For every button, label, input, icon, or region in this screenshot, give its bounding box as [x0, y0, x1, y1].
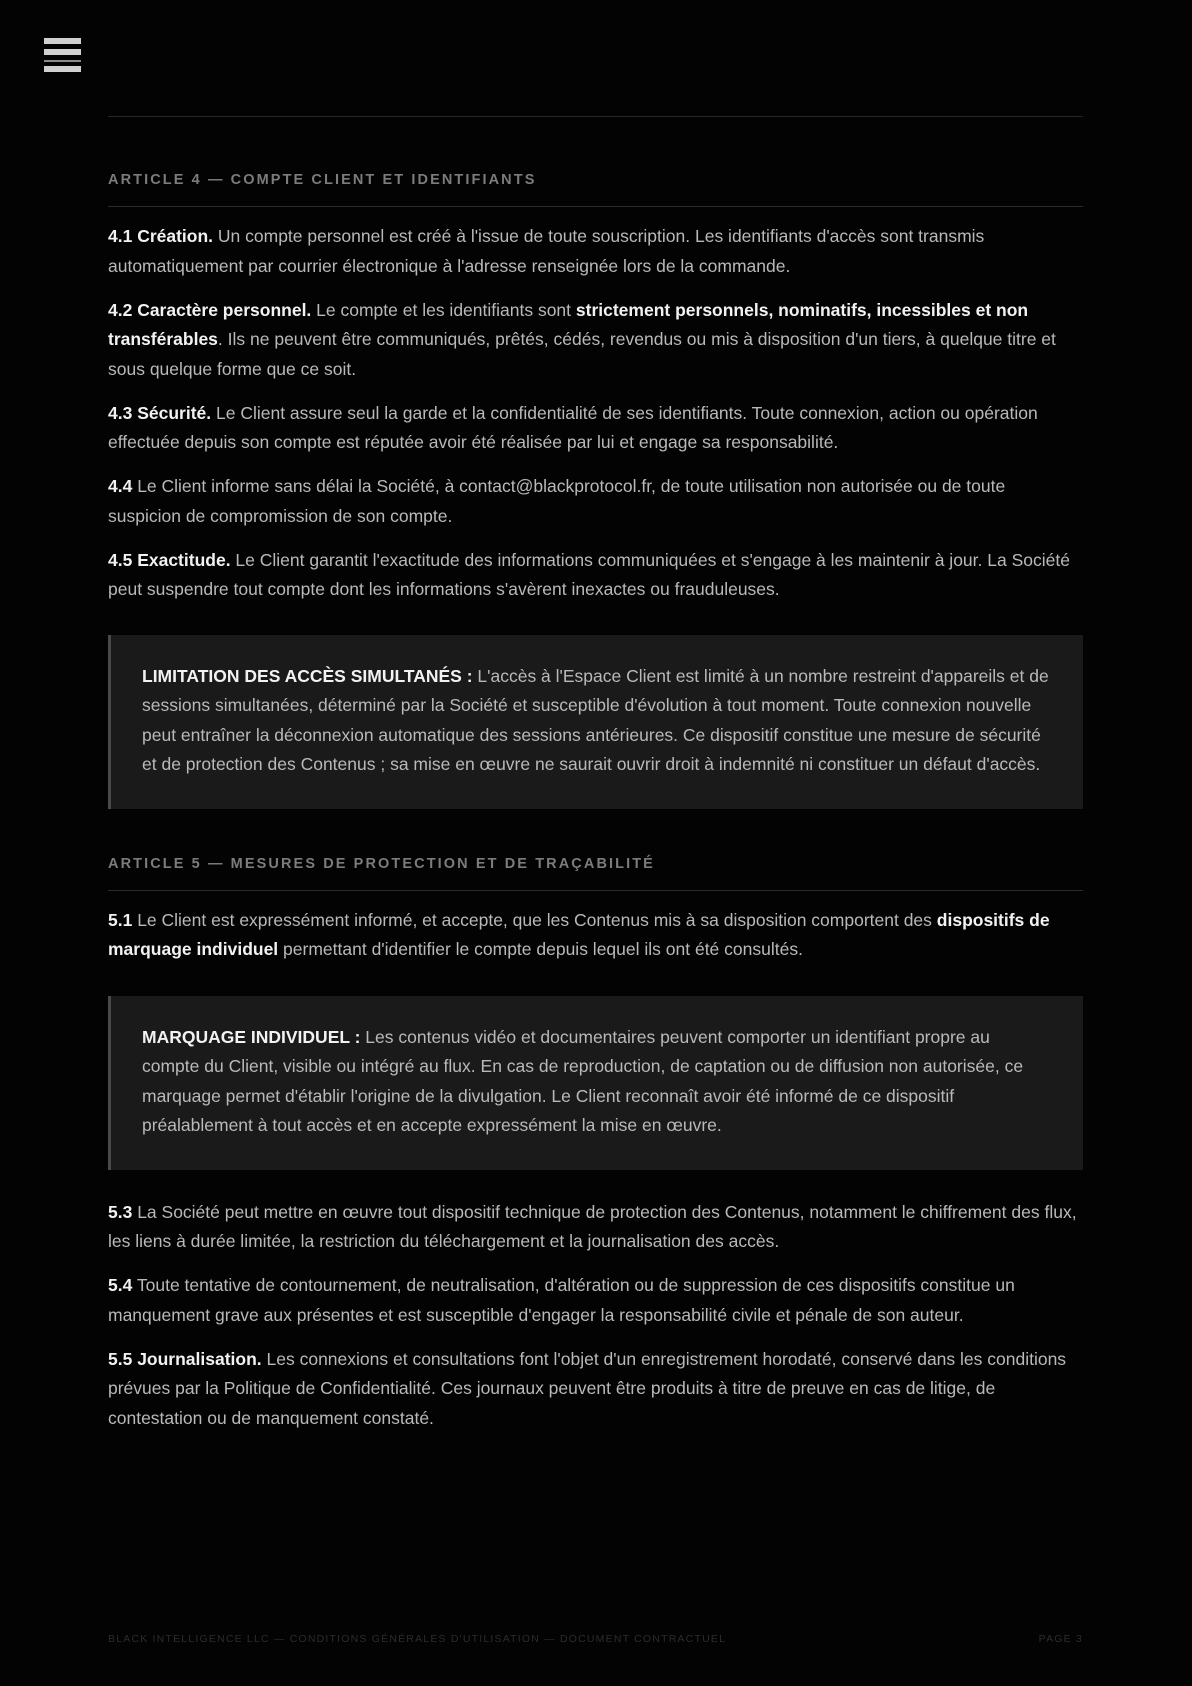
clause-5-3 — [108, 1198, 1083, 1257]
notice-individual-marking — [108, 996, 1083, 1170]
clause-text: permettant d'identifier le compte depuis lequel ils ont été consultés. — [278, 939, 803, 959]
menu-bar — [44, 66, 81, 72]
divider — [108, 116, 1083, 117]
menu-bar — [44, 60, 81, 62]
clause-text: Toute tentative de contournement, de neutralisation, d'altération ou de suppression de ces dispositifs constitue un manquement grave aux présentes et est susceptible d'engager la responsabilité civile et pénale de son auteur. — [108, 1275, 1015, 1325]
clause-emphasis: dispositifs de marquage individuel — [108, 909, 1050, 959]
clause-number: 5.1 — [108, 909, 133, 930]
clause-4-2 — [108, 296, 1083, 385]
clause-text: Le Client garantit l'exactitude des informations communiquées et s'engage à les maintenir à jour. La Société peut suspendre tout compte dont les informations s'avèrent inexactes ou frauduleuses. — [108, 549, 1070, 599]
clause-text: Le Client informe sans délai la Société, à contact@blackprotocol.fr, de toute utilisation non autorisée ou de toute suspicion de compromission de son compte. — [108, 476, 1006, 526]
clause-number: 5.5 Journalisation. — [108, 1348, 262, 1369]
notice-simultaneous-access — [108, 635, 1083, 809]
clause-text: Le compte et les identifiants sont — [311, 299, 576, 320]
menu-bar — [44, 38, 81, 44]
clause-number: 4.2 Caractère personnel. — [108, 299, 312, 320]
clause-number: 5.4 — [108, 1275, 133, 1295]
footer-title: BLACK INTELLIGENCE LLC — CONDITIONS GÉNÉRALES D'UTILISATION — DOCUMENT CONTRACTUEL — [108, 1633, 727, 1645]
clause-text: Le Client est expressément informé, et accepte, que les Contenus mis à sa disposition comportent des — [132, 909, 937, 930]
notice-label: LIMITATION DES ACCÈS SIMULTANÉS : — [142, 665, 473, 686]
clause-4-4 — [108, 472, 1083, 531]
clause-4-3 — [108, 399, 1083, 458]
clause-text: . Ils ne peuvent être communiqués, prêtés, cédés, revendus ou mis à disposition d'un tiers, à quelque titre et sous quelque forme que ce soit. — [108, 329, 1056, 379]
hamburger-menu-icon[interactable] — [44, 38, 81, 75]
clause-text: Les connexions et consultations font l'objet d'un enregistrement horodaté, conservé dans les conditions prévues par la Politique de Confidentialité. Ces journaux peuvent être produits à titre de preuve en cas de litige, de contestation ou de manquement constaté. — [108, 1348, 1067, 1428]
menu-bar — [44, 49, 81, 55]
clause-number: 4.1 Création. — [108, 226, 214, 246]
clause-4-5 — [108, 546, 1083, 605]
clause-5-1 — [108, 906, 1083, 965]
clause-text: Un compte personnel est créé à l'issue de toute souscription. Les identifiants d'accès sont transmis automatiquement par courrier électronique à l'adresse renseignée lors de la commande. — [108, 226, 985, 276]
clause-4-1 — [108, 222, 1083, 281]
clause-number: 5.3 — [108, 1201, 133, 1222]
clause-5-5 — [108, 1345, 1083, 1434]
notice-text: L'accès à l'Espace Client est limité à un nombre restreint d'appareils et de sessions simultanées, déterminé par la Société et susceptible d'évolution à tout moment. Toute connexion nouvelle peut entraîner la déconnexion automatique des sessions antérieures. Ce dispositif constitue une mesure de sécurité et de protection des Contenus ; sa mise en œuvre ne saurait ouvrir droit à indemnité ni constituer un défaut d'accès. — [142, 665, 1049, 774]
notice-label: MARQUAGE INDIVIDUEL : — [142, 1026, 361, 1047]
page-footer — [108, 1633, 1083, 1645]
article-4-heading: ARTICLE 4 — COMPTE CLIENT ET IDENTIFIANTS — [108, 172, 1083, 207]
clause-number: 4.5 Exactitude. — [108, 549, 231, 570]
clause-text: Le Client assure seul la garde et la confidentialité de ses identifiants. Toute connexion, action ou opération effectuée depuis son compte est réputée avoir été réalisée par lui et engage sa responsabilité. — [108, 402, 1038, 452]
page-number: PAGE 3 — [1038, 1633, 1083, 1645]
clause-number: 4.3 Sécurité. — [108, 402, 212, 423]
clause-number: 4.4 — [108, 476, 133, 496]
clause-text: La Société peut mettre en œuvre tout dispositif technique de protection des Contenus, notamment le chiffrement des flux, les liens à durée limitée, la restriction du téléchargement et la journalisation des accès. — [108, 1201, 1077, 1251]
notice-text: Les contenus vidéo et documentaires peuvent comporter un identifiant propre au compte du Client, visible ou intégré au flux. En cas de reproduction, de captation ou de diffusion non autorisée, ce marquage permet d'établir l'origine de la divulgation. Le Client reconnaît avoir été informé de ce dispositif préalablement à tout accès et en accepte expressément la mise en œuvre. — [142, 1026, 1024, 1135]
clause-5-4 — [108, 1271, 1083, 1330]
clause-emphasis: strictement personnels, nominatifs, incessibles et non transférables — [108, 299, 1029, 349]
article-5-heading: ARTICLE 5 — MESURES DE PROTECTION ET DE TRAÇABILITÉ — [108, 856, 1083, 891]
document-body — [108, 116, 1083, 1433]
